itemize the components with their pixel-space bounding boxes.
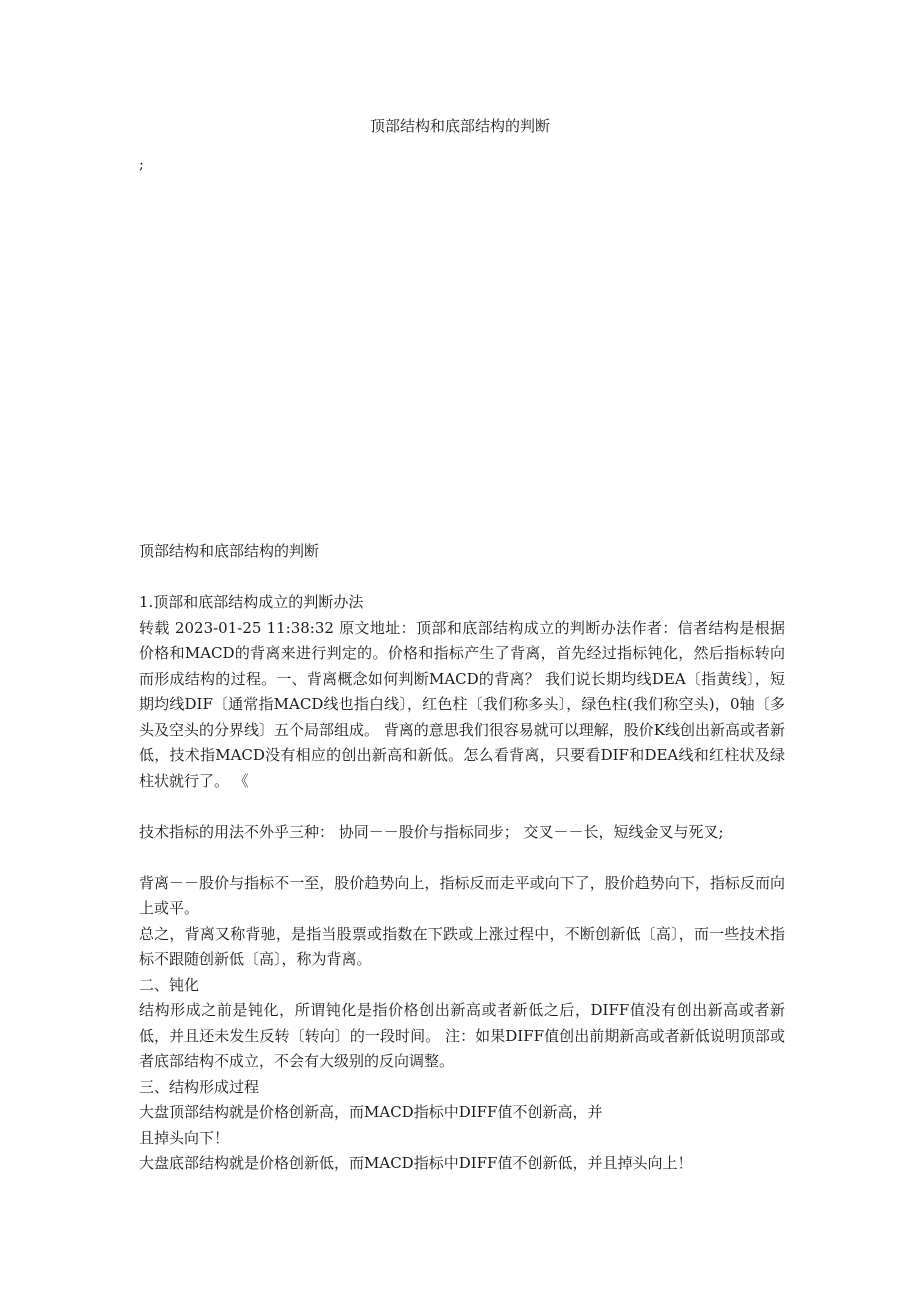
paragraph-heading: 1.顶部和底部结构成立的判断办法 xyxy=(139,593,364,611)
paragraph: 技术指标的用法不外乎三种： 协同－－股价与指标同步； 交叉－－长，短线金叉与死叉; xyxy=(139,822,724,841)
paragraph: 大盘顶部结构就是价格创新高，而MACD指标中DIFF值不创新高，并 xyxy=(139,1103,603,1121)
blank-line xyxy=(139,794,785,820)
paragraph: 且掉头向下！ xyxy=(139,1128,230,1147)
document-body xyxy=(139,539,785,1177)
subheading: 二、钝化 xyxy=(139,975,200,994)
subheading: 三、结构形成过程 xyxy=(139,1077,260,1096)
section-heading: 顶部结构和底部结构的判断 xyxy=(139,542,320,560)
paragraph: 结构形成之前是钝化，所谓钝化是指价格创出新高或者新低之后，DIFF值没有创出新高或者新低，并且还未发生反转〔转向〕的一段时间。 注：如果DIFF值创出前期新高或者新低说明顶部或者底部结构不成立，不会有大级别的反向调整。 xyxy=(139,1001,785,1070)
stray-semicolon: ; xyxy=(139,157,144,173)
paragraph: 大盘底部结构就是价格创新低，而MACD指标中DIFF值不创新低，并且掉头向上！ xyxy=(139,1154,693,1172)
document-title: 顶部结构和底部结构的判断 xyxy=(369,117,550,135)
paragraph: 转载 2023-01-25 11:38:32 原文地址：顶部和底部结构成立的判断办法作者：信者结构是根据价格和MACD的背离来进行判定的。价格和指标产生了背离，首先经过指标钝化，然后指标转向而形成结构的过程。一、背离概念如何判断MACD的背离？ 我们说长期均线DEA〔指黄线〕，短期均线DIF〔通常指MACD线也指白线〕，红色柱〔我们称多头〕，绿色柱(我们称空头)，0轴〔多头及空头的分界线〕五个局部组成。 背离的意思我们很容易就可以理解，股价K线创出新高或者新低，技术指MACD没有相应的创出新高和新低。怎么看背离，只要看DIF和DEA线和红柱状及绿柱状就行了。 《 xyxy=(139,618,785,790)
blank-line xyxy=(139,565,785,591)
blank-line xyxy=(139,845,785,871)
paragraph: 背离－－股价与指标不一至，股价趋势向上，指标反而走平或向下了，股价趋势向下，指标反而向上或平。 xyxy=(139,873,785,917)
paragraph: 总之，背离又称背驰，是指当股票或指数在下跌或上涨过程中，不断创新低〔高〕，而一些技术指标不跟随创新低〔高〕，称为背离。 xyxy=(139,924,785,968)
